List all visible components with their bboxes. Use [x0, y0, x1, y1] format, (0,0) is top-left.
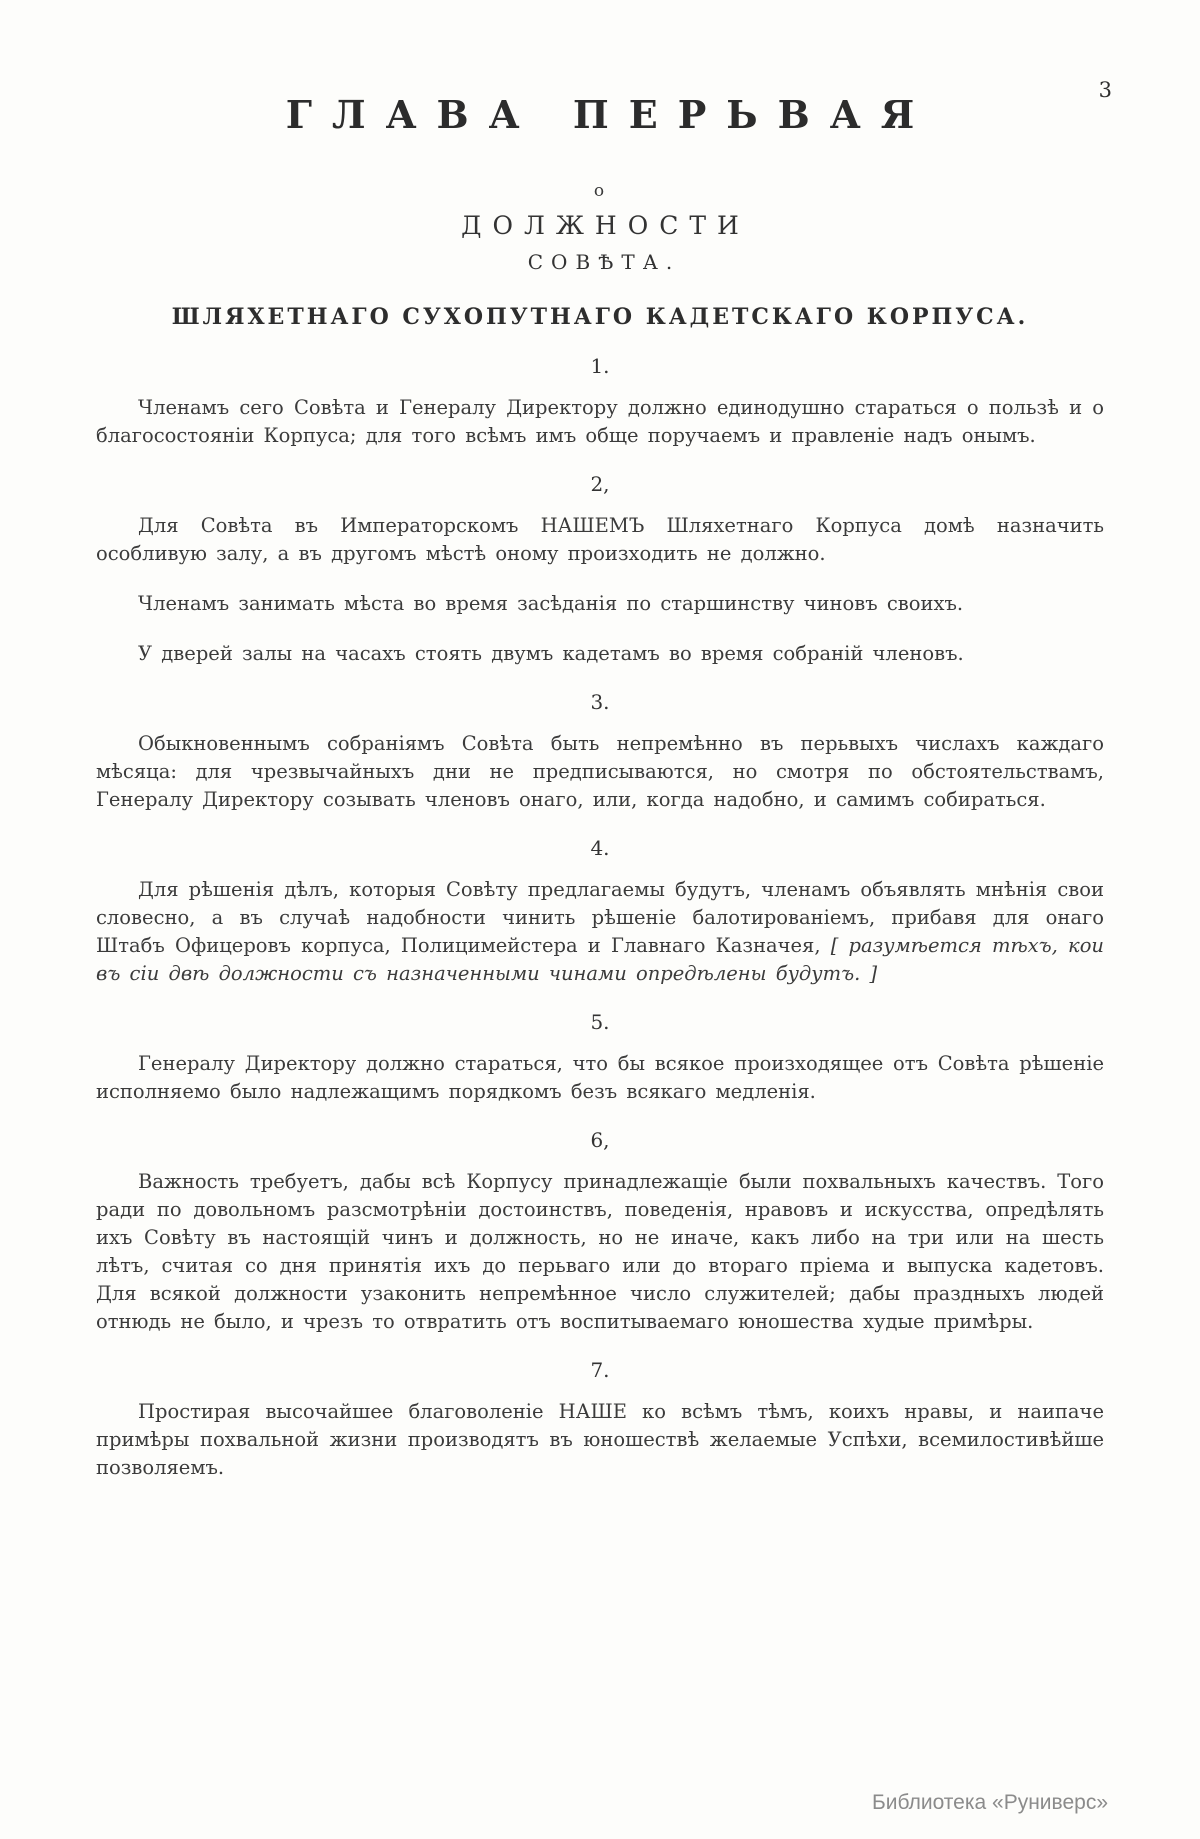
- section-3-number: 3.: [590, 690, 610, 714]
- section-4-paragraph-text: Для рѣшенія дѣлъ, которыя Совѣту предлагаемы будутъ, членамъ объявлять мнѣнія свои словесно, а въ случаѣ надобности чинить рѣшеніе балотированіемъ, прибавя для онаго Штабъ Офицеровъ корпуса, Полицимейстера и Главнаго Казначея,: [96, 878, 1104, 957]
- section-6-paragraph-1: Важность требуетъ, дабы всѣ Корпусу принадлежащіе были похвальныхъ качествъ. Того ради по довольномъ разсмотрѣніи достоинствъ, поведенія, нравовъ и искусства, опредѣлять ихъ Совѣту въ настоящій чинъ и должность, но не иначе, какъ либо на три или на шесть лѣтъ, считая со дня принятія ихъ до перьваго или до втораго пріема и выпуска кадетовъ. Для всякой должности узаконить непремѣнное число служителей; дабы праздныхъ людей отнюдь не было, и чрезъ то отвратить отъ воспитываемаго юношества худые примѣры.: [96, 1170, 1104, 1333]
- chapter-title: ГЛАВА ПЕРЬВАЯ: [285, 92, 935, 137]
- section-2-number: 2,: [590, 472, 610, 496]
- section-3: [96, 690, 1104, 814]
- section-5: [96, 1010, 1104, 1106]
- heading-dolzhnosti: ДОЛЖНОСТИ: [461, 211, 750, 240]
- section-4: [96, 836, 1104, 988]
- section-1-paragraph-1: Членамъ сего Совѣта и Генералу Директору должно единодушно стараться о пользѣ и о благосостояніи Корпуса; для того всѣмъ имъ обще поручаемъ и правленіе надъ онымъ.: [96, 396, 1104, 447]
- page-number: 3: [1098, 78, 1112, 102]
- heading-preposition: о: [593, 181, 607, 201]
- heading-soveta: СОВѢТА.: [527, 250, 681, 274]
- section-7-paragraph-1: Простирая высочайшее благоволеніе НАШЕ ко всѣмъ тѣмъ, коихъ нравы, и наипаче примѣры похвальной жизни производятъ въ юношествѣ желаемые Успѣхи, всемилостивѣйше позволяемъ.: [96, 1400, 1104, 1479]
- section-1-number: 1.: [590, 354, 610, 378]
- section-1: [96, 354, 1104, 450]
- section-7-number: 7.: [590, 1358, 610, 1382]
- library-watermark: Библиотека «Руниверс»: [872, 1791, 1108, 1814]
- section-2-paragraph-3: У дверей залы на часахъ стоять двумъ кадетамъ во время собраній членовъ.: [138, 642, 964, 665]
- section-5-paragraph-1: Генералу Директору должно стараться, что бы всякое произходящее отъ Совѣта рѣшеніе исполняемо было надлежащимъ порядкомъ безъ всякаго медленія.: [96, 1052, 1104, 1103]
- section-2-paragraph-2: Членамъ занимать мѣста во время засѣданія по старшинству чиновъ своихъ.: [138, 592, 964, 615]
- section-5-number: 5.: [590, 1010, 610, 1034]
- document-subtitle: ШЛЯХЕТНАГО СУХОПУТНАГО КАДЕТСКАГО КОРПУСА.: [171, 304, 1029, 330]
- section-4-number: 4.: [590, 836, 610, 860]
- section-6: [96, 1128, 1104, 1336]
- section-2: [96, 472, 1104, 668]
- section-6-number: 6,: [590, 1128, 610, 1152]
- section-4-paragraph-1: [96, 876, 1104, 988]
- section-4-paragraph-note: [ разумѣется тѣхъ, кои въ сіи двѣ должности съ назначенными чинами опредѣлены будутъ. ]: [96, 934, 1104, 985]
- section-3-paragraph-1: Обыкновеннымъ собраніямъ Совѣта быть непремѣнно въ перьвыхъ числахъ каждаго мѣсяца: для чрезвычайныхъ дни не предписываются, но смотря по обстоятельствамъ, Генералу Директору созывать членовъ онаго, или, когда надобно, и самимъ собираться.: [96, 732, 1104, 811]
- section-2-paragraph-1: Для Совѣта въ Императорскомъ НАШЕМЪ Шляхетнаго Корпуса домѣ назначить особливую залу, а въ другомъ мѣстѣ оному произходить не должно.: [96, 514, 1104, 565]
- section-7: [96, 1358, 1104, 1482]
